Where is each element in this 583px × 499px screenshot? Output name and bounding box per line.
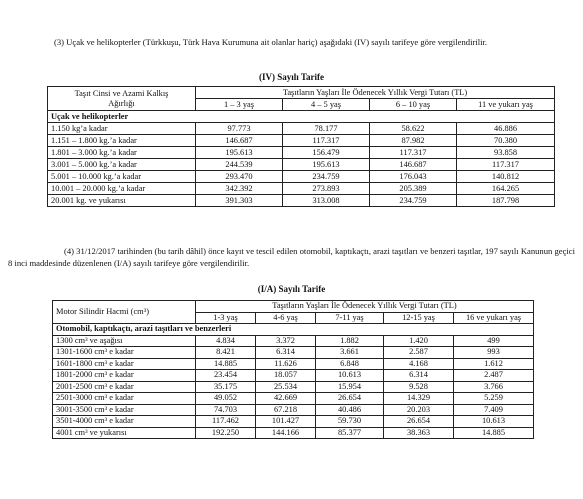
- tax-value-cell: 40.486: [316, 404, 384, 416]
- paragraph-3-text: (3) Uçak ve helikopterler (Türkkuşu, Türk Hava Kurumuna ait olanlar hariç) aşağıdaki (IV) sayılı tarifeye göre vergilendirilir.: [54, 37, 488, 47]
- tax-value-cell: 14.885: [454, 427, 534, 439]
- tax-value-cell: 9.528: [384, 381, 454, 393]
- table-row: [48, 123, 555, 135]
- tax-value-cell: 15.954: [316, 381, 384, 393]
- tax-value-cell: 26.654: [384, 416, 454, 428]
- age-col-header: 11 ve yukarı yaş: [457, 99, 555, 111]
- tax-value-cell: 146.687: [196, 135, 283, 147]
- age-col-header: 4 – 5 yaş: [283, 99, 370, 111]
- tax-value-cell: 293.470: [196, 171, 283, 183]
- tax-value-cell: 14.885: [196, 358, 256, 370]
- table-row: [53, 370, 534, 382]
- row-label: 1300 cm³ ve aşağısı: [53, 335, 196, 347]
- table-row: [53, 404, 534, 416]
- tariff-iv-table: [47, 86, 555, 207]
- tax-value-cell: 93.858: [457, 147, 555, 159]
- age-col-header: 4-6 yaş: [256, 312, 316, 324]
- table-row: [48, 147, 555, 159]
- tax-value-cell: 67.218: [256, 404, 316, 416]
- tax-value-cell: 11.626: [256, 358, 316, 370]
- section-row: Otomobil, kaptıkaçtı, arazi taşıtları ve benzerleri: [53, 324, 534, 336]
- tax-value-cell: 1.882: [316, 335, 384, 347]
- engine-volume-header: Motor Silindir Hacmi (cm³): [53, 301, 196, 324]
- tax-value-cell: 313.008: [283, 195, 370, 207]
- tax-value-cell: 59.730: [316, 416, 384, 428]
- tax-value-cell: 195.613: [283, 159, 370, 171]
- tax-value-cell: 7.409: [454, 404, 534, 416]
- table-row: [53, 335, 534, 347]
- age-col-header: 1-3 yaş: [196, 312, 256, 324]
- tax-value-cell: 195.613: [196, 147, 283, 159]
- tax-value-cell: 25.534: [256, 381, 316, 393]
- age-col-header: 12-15 yaş: [384, 312, 454, 324]
- table-row: [53, 416, 534, 428]
- tax-value-cell: 20.203: [384, 404, 454, 416]
- row-label: 3001-3500 cm³ e kadar: [53, 404, 196, 416]
- tax-value-cell: 6.314: [256, 347, 316, 359]
- tax-value-cell: 35.175: [196, 381, 256, 393]
- tax-value-cell: 78.177: [283, 123, 370, 135]
- tariff-ia-title: (I/A) Sayılı Tarife: [257, 284, 326, 294]
- row-label: 1601-1800 cm³ e kadar: [53, 358, 196, 370]
- tax-value-cell: 97.773: [196, 123, 283, 135]
- tax-value-cell: 87.982: [370, 135, 457, 147]
- table-row: [53, 381, 534, 393]
- tax-value-cell: 70.380: [457, 135, 555, 147]
- table-row: [53, 393, 534, 405]
- tax-value-cell: 156.479: [283, 147, 370, 159]
- row-label: 5.001 – 10.000 kg.’a kadar: [48, 171, 196, 183]
- table-row: [48, 183, 555, 195]
- tax-value-cell: 4.168: [384, 358, 454, 370]
- paragraph-4-text: (4) 31/12/2017 tarihinden (bu tarih dâhil) önce kayıt ve tescil edilen otomobil, kaptıkaçtı, arazi taşıtları ve benzeri taşıtlar, 197 sayılı Kanunun geçici 8 inci maddesinde düzenlenen (I/A) sayılı tarifeye göre vergilendirilir.: [8, 246, 575, 268]
- tariff-iv-title: (IV) Sayılı Tarife: [258, 72, 324, 82]
- row-label: 10.001 – 20.000 kg.’a kadar: [48, 183, 196, 195]
- paragraph-3: [8, 36, 575, 48]
- row-label: 3501-4000 cm³ e kadar: [53, 416, 196, 428]
- table-row: [53, 427, 534, 439]
- tax-value-cell: 26.654: [316, 393, 384, 405]
- tax-value-cell: 6.848: [316, 358, 384, 370]
- tax-value-cell: 10.613: [316, 370, 384, 382]
- tax-value-cell: 1.612: [454, 358, 534, 370]
- tax-value-cell: 2.487: [454, 370, 534, 382]
- row-label: 1.801 – 3.000 kg.’a kadar: [48, 147, 196, 159]
- tax-value-cell: 85.377: [316, 427, 384, 439]
- tax-value-cell: 205.389: [370, 183, 457, 195]
- row-label: 2501-3000 cm³ e kadar: [53, 393, 196, 405]
- vehicle-type-header: Taşıt Cinsi ve Azami Kalkış Ağırlığı: [48, 87, 196, 111]
- row-label: 1.151 – 1.800 kg.’a kadar: [48, 135, 196, 147]
- row-label: 1801-2000 cm³ e kadar: [53, 370, 196, 382]
- tax-value-cell: 117.317: [457, 159, 555, 171]
- age-col-header: 1 – 3 yaş: [196, 99, 283, 111]
- tax-value-cell: 391.303: [196, 195, 283, 207]
- tax-value-cell: 117.462: [196, 416, 256, 428]
- tax-value-cell: 234.759: [283, 171, 370, 183]
- age-col-header: 7-11 yaş: [316, 312, 384, 324]
- age-col-header: 16 ve yukarı yaş: [454, 312, 534, 324]
- tax-value-cell: 187.798: [457, 195, 555, 207]
- tax-value-cell: 8.421: [196, 347, 256, 359]
- tax-value-cell: 18.057: [256, 370, 316, 382]
- tax-value-cell: 3.766: [454, 381, 534, 393]
- tax-value-cell: 164.265: [457, 183, 555, 195]
- tax-value-cell: 6.314: [384, 370, 454, 382]
- tax-value-cell: 234.759: [370, 195, 457, 207]
- tax-value-cell: 2.587: [384, 347, 454, 359]
- tax-amount-group-header: Taşıtların Yaşları İle Ödenecek Yıllık Vergi Tutarı (TL): [196, 301, 534, 313]
- tax-value-cell: 176.043: [370, 171, 457, 183]
- section-row: Uçak ve helikopterler: [48, 111, 555, 123]
- age-col-header: 6 – 10 yaş: [370, 99, 457, 111]
- tax-value-cell: 342.392: [196, 183, 283, 195]
- tax-value-cell: 14.329: [384, 393, 454, 405]
- tax-value-cell: 101.427: [256, 416, 316, 428]
- tax-value-cell: 42.669: [256, 393, 316, 405]
- tax-value-cell: 140.812: [457, 171, 555, 183]
- table-row: [48, 135, 555, 147]
- tax-value-cell: 74.703: [196, 404, 256, 416]
- table-row: [48, 195, 555, 207]
- row-label: 1301-1600 cm³ e kadar: [53, 347, 196, 359]
- row-label: 1.150 kg’a kadar: [48, 123, 196, 135]
- tax-value-cell: 23.454: [196, 370, 256, 382]
- tax-value-cell: 10.613: [454, 416, 534, 428]
- row-label: 2001-2500 cm³ e kadar: [53, 381, 196, 393]
- tax-value-cell: 38.363: [384, 427, 454, 439]
- table-row: [53, 358, 534, 370]
- tax-value-cell: 3.661: [316, 347, 384, 359]
- tax-value-cell: 273.893: [283, 183, 370, 195]
- tax-value-cell: 117.317: [370, 147, 457, 159]
- row-label: 20.001 kg. ve yukarısı: [48, 195, 196, 207]
- tax-value-cell: 1.420: [384, 335, 454, 347]
- row-label: 4001 cm³ ve yukarısı: [53, 427, 196, 439]
- tax-value-cell: 46.886: [457, 123, 555, 135]
- paragraph-4: [8, 245, 575, 269]
- tax-value-cell: 144.166: [256, 427, 316, 439]
- tax-value-cell: 499: [454, 335, 534, 347]
- table-row: [48, 159, 555, 171]
- tariff-ia-table: [52, 300, 534, 439]
- table-row: [48, 171, 555, 183]
- tax-value-cell: 192.250: [196, 427, 256, 439]
- tax-value-cell: 993: [454, 347, 534, 359]
- tax-amount-group-header: Taşıtların Yaşları İle Ödenecek Yıllık Vergi Tutarı (TL): [196, 87, 555, 99]
- tax-value-cell: 146.687: [370, 159, 457, 171]
- tax-value-cell: 58.622: [370, 123, 457, 135]
- row-label: 3.001 – 5.000 kg.’a kadar: [48, 159, 196, 171]
- tax-value-cell: 117.317: [283, 135, 370, 147]
- tax-value-cell: 3.372: [256, 335, 316, 347]
- table-row: [53, 347, 534, 359]
- tax-value-cell: 4.834: [196, 335, 256, 347]
- tax-value-cell: 49.052: [196, 393, 256, 405]
- tax-value-cell: 5.259: [454, 393, 534, 405]
- tax-value-cell: 244.539: [196, 159, 283, 171]
